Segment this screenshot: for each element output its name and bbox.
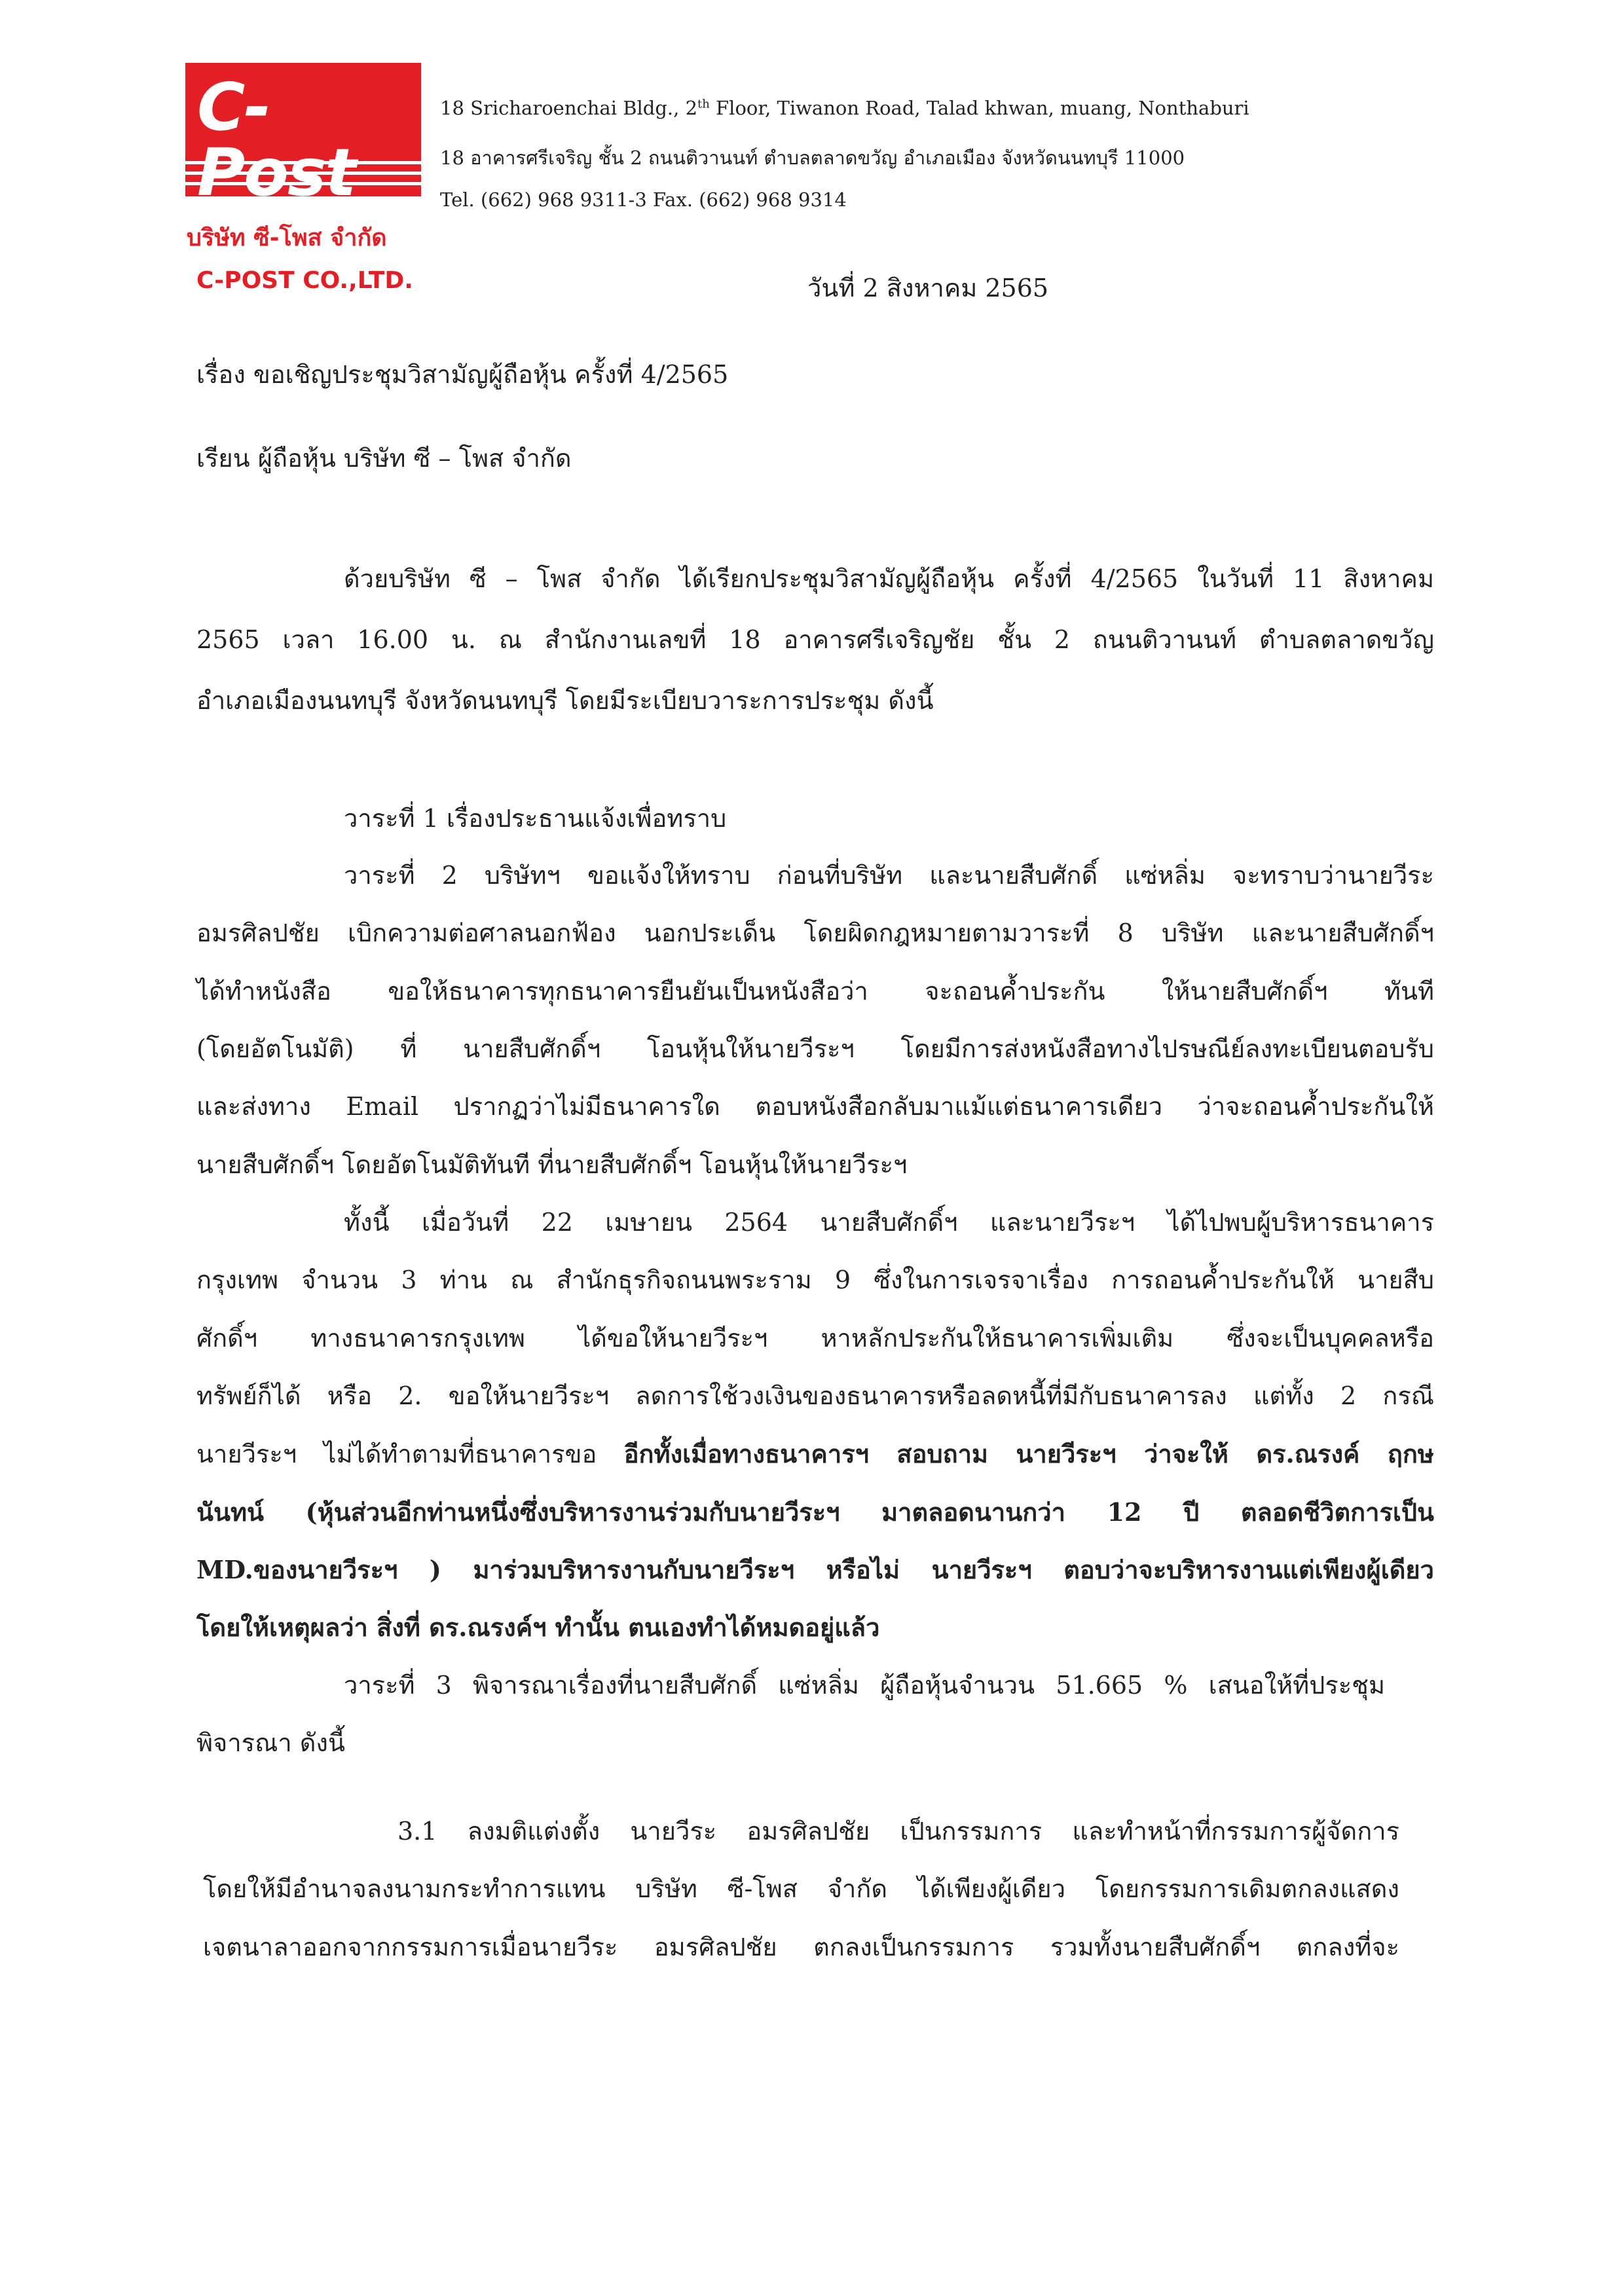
paragraph-2-line: ทรัพย์ก็ได้ หรือ 2. ขอให้นายวีระฯ ลดการใช้วงเงินของธนาคารหรือลดหนี้ที่มีกับธนาคารลง แต่ทั้ง 2 กรณี bbox=[196, 1381, 1434, 1410]
paragraph-2-line: ศักดิ์ฯ ทางธนาคารกรุงเทพ ได้ขอให้นายวีระฯ หาหลักประกันให้ธนาคารเพิ่มเติม ซึ่งจะเป็นบุคคลหรือ bbox=[196, 1324, 1434, 1353]
item-3-1-line: โดยให้มีอำนาจลงนามกระทำการแทน บริษัท ซี-โพส จำกัด ได้เพียงผู้เดียว โดยกรรมการเดิมตกลงแสดง bbox=[203, 1874, 1399, 1903]
agenda-2-line: อมรศิลปชัย เบิกความต่อศาลนอกฟ้อง นอกประเด็น โดยผิดกฎหมายตามวาระที่ 8 บริษัท และนายสืบศักดิ์ฯ bbox=[196, 919, 1434, 947]
paragraph-2-line: กรุงเทพ จำนวน 3 ท่าน ณ สำนักธุรกิจถนนพระราม 9 ซึ่งในการเจรจาเรื่อง การถอนค้ำประกันให้ นายสืบ bbox=[196, 1266, 1434, 1294]
intro-line: 2565 เวลา 16.00 น. ณ สำนักงานเลขที่ 18 อาคารศรีเจริญชัย ชั้น 2 ถนนติวานนท์ ตำบลตลาดขวัญ bbox=[196, 625, 1434, 654]
company-name-thai: บริษัท ซี-โพส จำกัด bbox=[187, 225, 387, 251]
letter-date: วันที่ 2 สิงหาคม 2565 bbox=[807, 274, 1049, 302]
letter-recipient: เรียน ผู้ถือหุ้น บริษัท ซี – โพส จำกัด bbox=[196, 444, 572, 473]
intro-line: อำเภอเมืองนนทบุรี จังหวัดนนทบุรี โดยมีระเบียบวาระการประชุม ดังนี้ bbox=[196, 686, 934, 715]
contact-numbers: Tel. (662) 968 9311-3 Fax. (662) 968 9314 bbox=[440, 189, 847, 211]
paragraph-2-line: นายวีระฯ ไม่ได้ทำตามที่ธนาคารขอ อีกทั้งเมื่อทางธนาคารฯ สอบถาม นายวีระฯ ว่าจะให้ ดร.ณรงค์ ฤกษ bbox=[196, 1439, 1434, 1468]
item-3-1-line: เจตนาลาออกจากกรรมการเมื่อนายวีระ อมรศิลปชัย ตกลงเป็นกรรมการ รวมทั้งนายสืบศักดิ์ฯ ตกลงที่จะ bbox=[203, 1933, 1399, 1961]
paragraph-2-bold-line: MD.ของนายวีระฯ ) มาร่วมบริหารงานกับนายวีระฯ หรือไม่ นายวีระฯ ตอบว่าจะบริหารงานแต่เพียงผู้เดียว bbox=[196, 1555, 1434, 1584]
address-english: 18 Sricharoenchai Bldg., 2th Floor, Tiwanon Road, Talad khwan, muang, Nonthaburi bbox=[440, 97, 1249, 119]
agenda-2-line: ได้ทำหนังสือ ขอให้ธนาคารทุกธนาคารยืนยันเป็นหนังสือว่า จะถอนค้ำประกัน ให้นายสืบศักดิ์ฯ ทันที bbox=[196, 977, 1434, 1006]
agenda-item-1: วาระที่ 1 เรื่องประธานแจ้งเพื่อทราบ bbox=[344, 804, 727, 833]
company-name-english: C-POST CO.,LTD. bbox=[196, 267, 413, 294]
paragraph-2-line: ทั้งนี้ เมื่อวันที่ 22 เมษายน 2564 นายสืบศักดิ์ฯ และนายวีระฯ ได้ไปพบผู้บริหารธนาคาร bbox=[344, 1208, 1434, 1237]
agenda-2-line: วาระที่ 2 บริษัทฯ ขอแจ้งให้ทราบ ก่อนที่บริษัท และนายสืบศักดิ์ แซ่หลิ่ม จะทราบว่านายวีระ bbox=[344, 861, 1434, 890]
agenda-2-line: นายสืบศักดิ์ฯ โดยอัตโนมัติทันที ที่นายสืบศักดิ์ฯ โอนหุ้นให้นายวีระฯ bbox=[196, 1150, 908, 1179]
logo-text: C-Post bbox=[197, 69, 356, 196]
agenda-2-line: และส่งทาง Email ปรากฏว่าไม่มีธนาคารใด ตอบหนังสือกลับมาแม้แต่ธนาคารเดียว ว่าจะถอนค้ำประกันให้ bbox=[196, 1092, 1434, 1121]
address-thai: 18 อาคารศรีเจริญ ชั้น 2 ถนนติวานนท์ ตำบลตลาดขวัญ อำเภอเมือง จังหวัดนนทบุรี 11000 bbox=[440, 147, 1185, 169]
agenda-3-line: วาระที่ 3 พิจารณาเรื่องที่นายสืบศักดิ์ แซ่หลิ่ม ผู้ถือหุ้นจำนวน 51.665 % เสนอให้ที่ประชุม bbox=[344, 1671, 1385, 1700]
paragraph-2-bold-line: โดยให้เหตุผลว่า สิ่งที่ ดร.ณรงค์ฯ ทำนั้น ตนเองทำได้หมดอยู่แล้ว bbox=[196, 1613, 880, 1642]
item-3-1-line: 3.1 ลงมติแต่งตั้ง นายวีระ อมรศิลปชัย เป็นกรรมการ และทำหน้าที่กรรมการผู้จัดการ bbox=[397, 1817, 1399, 1846]
company-logo bbox=[185, 63, 421, 196]
agenda-3-line: พิจารณา ดังนี้ bbox=[196, 1728, 345, 1757]
paragraph-2-bold-line: นันทน์ (หุ้นส่วนอีกท่านหนึ่งซึ่งบริหารงานร่วมกับนายวีระฯ มาตลอดนานกว่า 12 ปี ตลอดชีวิตการเป็น bbox=[196, 1497, 1434, 1527]
agenda-2-line: (โดยอัตโนมัติ) ที่ นายสืบศักดิ์ฯ โอนหุ้นให้นายวีระฯ โดยมีการส่งหนังสือทางไปรษณีย์ลงทะเบียนตอบรับ bbox=[196, 1034, 1434, 1063]
intro-line: ด้วยบริษัท ซี – โพส จำกัด ได้เรียกประชุมวิสามัญผู้ถือหุ้น ครั้งที่ 4/2565 ในวันที่ 11 สิงหาคม bbox=[344, 564, 1434, 593]
letter-subject: เรื่อง ขอเชิญประชุมวิสามัญผู้ถือหุ้น ครั้งที่ 4/2565 bbox=[196, 360, 729, 389]
